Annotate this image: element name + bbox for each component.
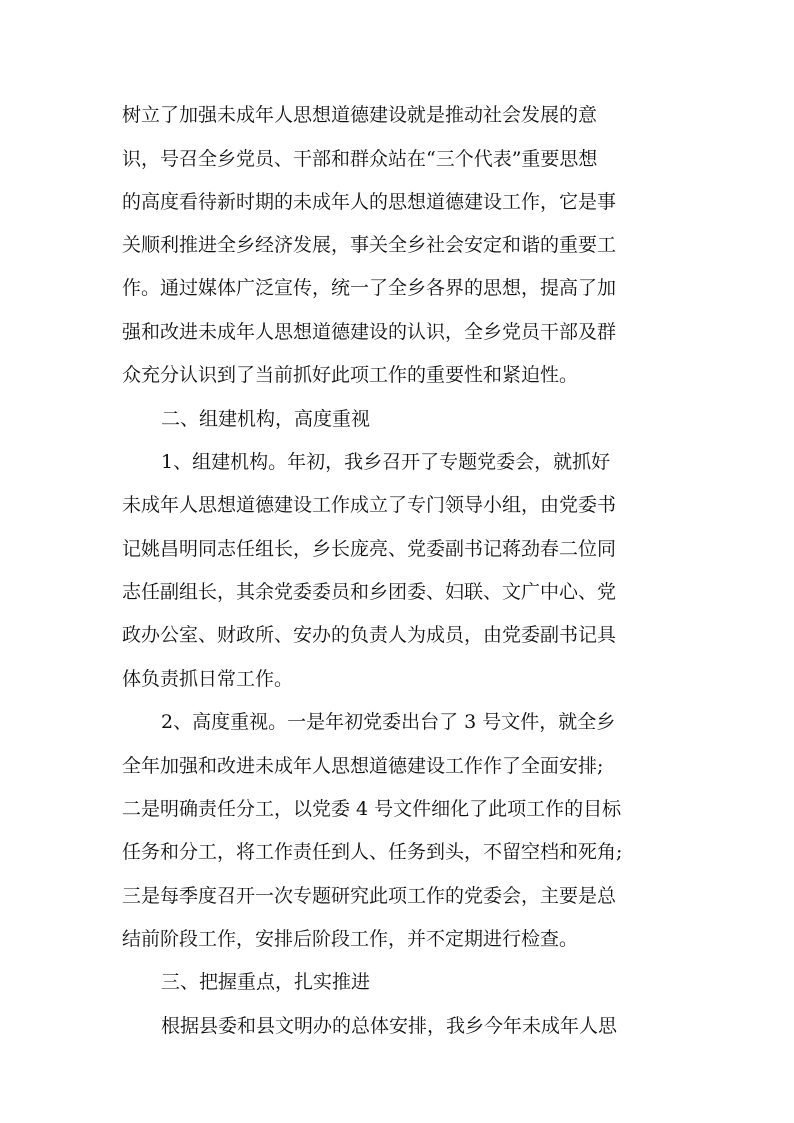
text-line: 识，号召全乡党员、干部和群众站在“三个代表”重要思想 — [122, 148, 598, 170]
text-line: 未成年人思想道德建设工作成立了专门领导小组，由党委书 — [122, 494, 617, 516]
text-line: 关顺利推进全乡经济发展，事关全乡社会安定和谐的重要工 — [122, 234, 617, 256]
text-line: 作。通过媒体广泛宣传，统一了全乡各界的思想，提高了加 — [122, 277, 617, 299]
text-line: 2、高度重视。一是年初党委出台了 3 号文件，就全乡 — [161, 711, 616, 733]
text-line: 政办公室、财政所、安办的负责人为成员，由党委副书记具 — [122, 624, 617, 646]
text-line: 结前阶段工作，安排后阶段工作，并不定期进行检查。 — [122, 928, 579, 950]
text-line: 全年加强和改进未成年人思想道德建设工作作了全面安排; — [122, 755, 604, 777]
text-line: 志任副组长，其余党委委员和乡团委、妇联、文广中心、党 — [122, 581, 617, 603]
text-line: 众充分认识到了当前抓好此项工作的重要性和紧迫性。 — [122, 364, 579, 386]
text-line: 三是每季度召开一次专题研究此项工作的党委会，主要是总 — [122, 885, 617, 907]
text-line: 1、组建机构。年初，我乡召开了专题党委会，就抓好 — [161, 451, 611, 473]
text-line: 记姚昌明同志任组长，乡长庞亮、党委副书记蒋劲春二位同 — [122, 538, 617, 560]
text-line: 强和改进未成年人思想道德建设的认识，全乡党员干部及群 — [122, 321, 617, 343]
text-line: 二是明确责任分工，以党委 4 号文件细化了此项工作的目标 — [122, 798, 622, 820]
text-line: 根据县委和县文明办的总体安排，我乡今年未成年人思 — [161, 1015, 618, 1037]
section-heading: 三、把握重点，扎实推进 — [161, 971, 371, 993]
text-line: 体负责抓日常工作。 — [122, 668, 294, 690]
section-heading: 二、组建机构，高度重视 — [161, 408, 371, 430]
text-line: 任务和分工，将工作责任到人、任务到头，不留空档和死角; — [122, 841, 623, 863]
text-line: 的高度看待新时期的未成年人的思想道德建设工作，它是事 — [122, 191, 617, 213]
text-line: 树立了加强未成年人思想道德建设就是推动社会发展的意 — [122, 104, 598, 126]
